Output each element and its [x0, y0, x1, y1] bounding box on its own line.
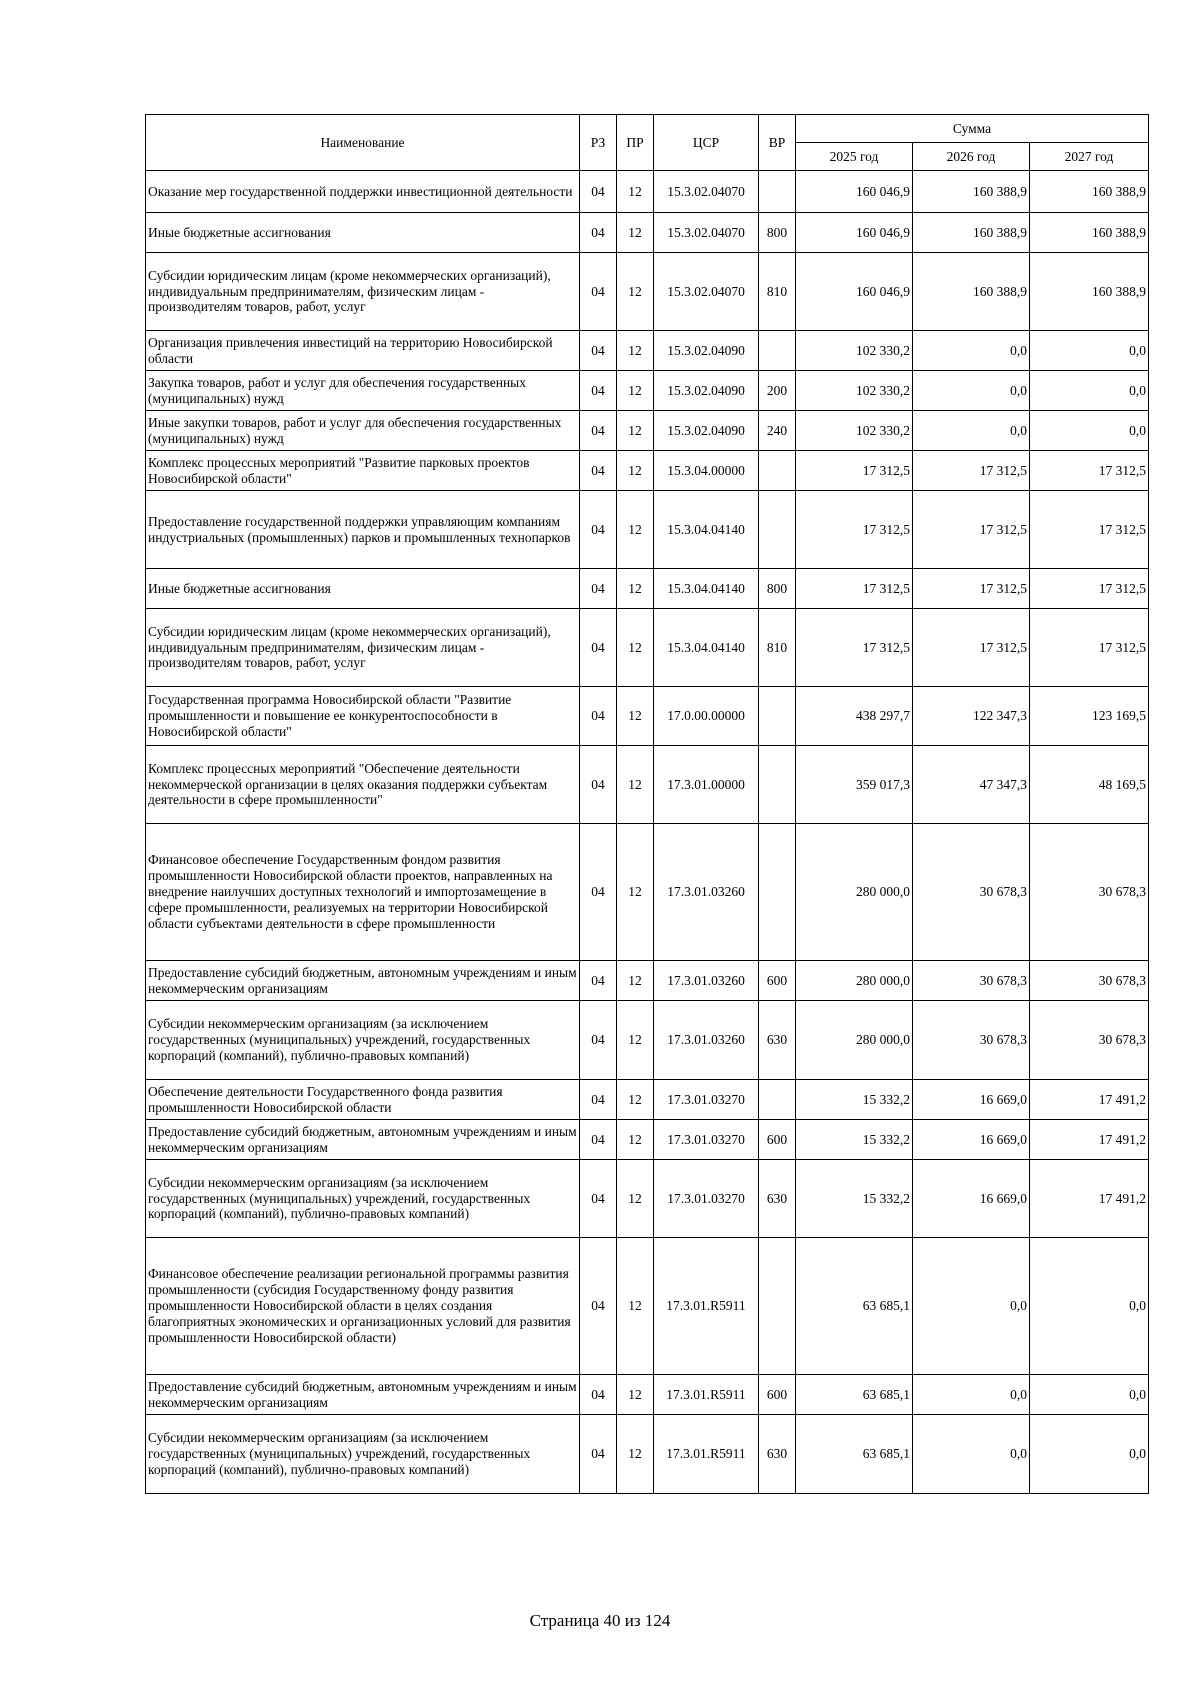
table-row — [146, 569, 1149, 609]
cell-y2027: 17 312,5 — [1030, 609, 1149, 687]
cell-rz: 04 — [580, 1120, 617, 1160]
table-row — [146, 491, 1149, 569]
header-2027: 2027 год — [1030, 143, 1149, 171]
cell-vr: 600 — [759, 1375, 796, 1415]
cell-rz: 04 — [580, 331, 617, 371]
cell-name: Комплекс процессных мероприятий "Обеспечение деятельности некоммерческой организации в целях оказания поддержки субъектам деятельности в сфере промышленности" — [146, 746, 580, 824]
cell-pr: 12 — [617, 1415, 654, 1494]
cell-pr: 12 — [617, 1375, 654, 1415]
cell-y2027: 17 312,5 — [1030, 451, 1149, 491]
cell-name: Субсидии юридическим лицам (кроме некоммерческих организаций), индивидуальным предпринимателям, физическим лицам - производителям товаров, работ, услуг — [146, 609, 580, 687]
cell-y2027: 0,0 — [1030, 371, 1149, 411]
cell-csr: 15.3.02.04090 — [654, 411, 759, 451]
cell-y2027: 17 312,5 — [1030, 491, 1149, 569]
cell-y2026: 122 347,3 — [913, 687, 1030, 746]
cell-name: Оказание мер государственной поддержки инвестиционной деятельности — [146, 171, 580, 213]
cell-y2027: 30 678,3 — [1030, 1001, 1149, 1080]
cell-y2025: 102 330,2 — [796, 371, 913, 411]
table-row — [146, 961, 1149, 1001]
cell-y2026: 17 312,5 — [913, 491, 1030, 569]
header-sum: Сумма — [796, 115, 1149, 143]
cell-y2027: 30 678,3 — [1030, 961, 1149, 1001]
budget-table — [145, 114, 1149, 1494]
cell-vr — [759, 491, 796, 569]
cell-csr: 17.3.01.03260 — [654, 961, 759, 1001]
cell-name: Комплекс процессных мероприятий "Развитие парковых проектов Новосибирской области" — [146, 451, 580, 491]
cell-pr: 12 — [617, 609, 654, 687]
cell-y2027: 48 169,5 — [1030, 746, 1149, 824]
cell-csr: 17.3.01.03270 — [654, 1160, 759, 1238]
cell-name: Субсидии некоммерческим организациям (за исключением государственных (муниципальных) учреждений, государственных корпораций (компаний), публично-правовых компаний) — [146, 1415, 580, 1494]
cell-rz: 04 — [580, 1160, 617, 1238]
cell-y2025: 160 046,9 — [796, 253, 913, 331]
table-row — [146, 451, 1149, 491]
table-row — [146, 1238, 1149, 1375]
cell-pr: 12 — [617, 569, 654, 609]
cell-pr: 12 — [617, 1080, 654, 1120]
cell-y2025: 15 332,2 — [796, 1080, 913, 1120]
cell-y2027: 160 388,9 — [1030, 171, 1149, 213]
cell-rz: 04 — [580, 609, 617, 687]
header-pr: ПР — [617, 115, 654, 171]
cell-y2026: 0,0 — [913, 411, 1030, 451]
cell-vr: 630 — [759, 1415, 796, 1494]
cell-y2026: 160 388,9 — [913, 213, 1030, 253]
cell-y2025: 17 312,5 — [796, 451, 913, 491]
cell-y2026: 0,0 — [913, 331, 1030, 371]
cell-y2026: 17 312,5 — [913, 569, 1030, 609]
cell-y2026: 16 669,0 — [913, 1080, 1030, 1120]
cell-pr: 12 — [617, 331, 654, 371]
cell-pr: 12 — [617, 491, 654, 569]
cell-vr — [759, 746, 796, 824]
header-2026: 2026 год — [913, 143, 1030, 171]
cell-vr: 630 — [759, 1001, 796, 1080]
cell-y2026: 160 388,9 — [913, 171, 1030, 213]
cell-vr: 240 — [759, 411, 796, 451]
cell-name: Иные бюджетные ассигнования — [146, 569, 580, 609]
cell-y2026: 0,0 — [913, 1238, 1030, 1375]
cell-pr: 12 — [617, 824, 654, 961]
cell-y2027: 17 491,2 — [1030, 1120, 1149, 1160]
cell-pr: 12 — [617, 411, 654, 451]
cell-csr: 15.3.02.04070 — [654, 171, 759, 213]
table-row — [146, 1415, 1149, 1494]
table-row — [146, 1080, 1149, 1120]
cell-csr: 15.3.02.04090 — [654, 371, 759, 411]
cell-y2026: 17 312,5 — [913, 451, 1030, 491]
cell-y2027: 123 169,5 — [1030, 687, 1149, 746]
cell-y2026: 16 669,0 — [913, 1120, 1030, 1160]
cell-csr: 15.3.04.04140 — [654, 491, 759, 569]
cell-y2027: 0,0 — [1030, 1375, 1149, 1415]
table-row — [146, 171, 1149, 213]
cell-name: Иные закупки товаров, работ и услуг для обеспечения государственных (муниципальных) нужд — [146, 411, 580, 451]
cell-vr: 600 — [759, 961, 796, 1001]
cell-rz: 04 — [580, 171, 617, 213]
cell-y2026: 47 347,3 — [913, 746, 1030, 824]
cell-y2025: 160 046,9 — [796, 171, 913, 213]
cell-rz: 04 — [580, 371, 617, 411]
cell-y2026: 30 678,3 — [913, 1001, 1030, 1080]
cell-csr: 17.3.01.03270 — [654, 1120, 759, 1160]
cell-y2026: 0,0 — [913, 1375, 1030, 1415]
cell-y2026: 30 678,3 — [913, 961, 1030, 1001]
cell-name: Обеспечение деятельности Государственного фонда развития промышленности Новосибирской области — [146, 1080, 580, 1120]
cell-y2026: 160 388,9 — [913, 253, 1030, 331]
table-row — [146, 746, 1149, 824]
cell-csr: 15.3.02.04070 — [654, 213, 759, 253]
cell-name: Финансовое обеспечение реализации региональной программы развития промышленности (субсидия Государственному фонду развития промышленности Новосибирской области в целях создания благоприятных экономических и организационных условий для развития промышленности Новосибирской области) — [146, 1238, 580, 1375]
header-rz: РЗ — [580, 115, 617, 171]
cell-vr — [759, 1080, 796, 1120]
cell-vr: 800 — [759, 569, 796, 609]
cell-vr: 810 — [759, 253, 796, 331]
page-number: Страница 40 из 124 — [529, 1611, 671, 1630]
cell-y2025: 17 312,5 — [796, 609, 913, 687]
cell-y2027: 0,0 — [1030, 1238, 1149, 1375]
cell-name: Субсидии некоммерческим организациям (за исключением государственных (муниципальных) учреждений, государственных корпораций (компаний), публично-правовых компаний) — [146, 1001, 580, 1080]
table-row — [146, 213, 1149, 253]
cell-y2025: 280 000,0 — [796, 824, 913, 961]
cell-y2027: 17 312,5 — [1030, 569, 1149, 609]
cell-rz: 04 — [580, 253, 617, 331]
cell-pr: 12 — [617, 171, 654, 213]
cell-y2026: 0,0 — [913, 1415, 1030, 1494]
cell-rz: 04 — [580, 569, 617, 609]
cell-vr — [759, 687, 796, 746]
cell-y2026: 16 669,0 — [913, 1160, 1030, 1238]
header-name: Наименование — [146, 115, 580, 171]
cell-name: Финансовое обеспечение Государственным фондом развития промышленности Новосибирской области проектов, направленных на внедрение наилучших доступных технологий и импортозамещение в сфере промышленности, реализуемых на территории Новосибирской области субъектами деятельности в сфере промышленности — [146, 824, 580, 961]
table-row — [146, 1120, 1149, 1160]
cell-y2025: 102 330,2 — [796, 331, 913, 371]
table-row — [146, 331, 1149, 371]
cell-pr: 12 — [617, 1238, 654, 1375]
cell-rz: 04 — [580, 411, 617, 451]
cell-csr: 17.3.01.R5911 — [654, 1375, 759, 1415]
cell-name: Государственная программа Новосибирской области "Развитие промышленности и повышение ее конкурентоспособности в Новосибирской области" — [146, 687, 580, 746]
cell-y2026: 30 678,3 — [913, 824, 1030, 961]
cell-name: Предоставление субсидий бюджетным, автономным учреждениям и иным некоммерческим организациям — [146, 961, 580, 1001]
cell-csr: 15.3.04.04140 — [654, 569, 759, 609]
cell-csr: 17.3.01.03260 — [654, 824, 759, 961]
cell-y2026: 0,0 — [913, 371, 1030, 411]
cell-rz: 04 — [580, 961, 617, 1001]
cell-vr — [759, 331, 796, 371]
header-vr: ВР — [759, 115, 796, 171]
cell-vr: 800 — [759, 213, 796, 253]
cell-y2027: 160 388,9 — [1030, 213, 1149, 253]
cell-y2025: 17 312,5 — [796, 569, 913, 609]
table-row — [146, 1001, 1149, 1080]
cell-vr: 630 — [759, 1160, 796, 1238]
cell-y2025: 63 685,1 — [796, 1375, 913, 1415]
cell-rz: 04 — [580, 1238, 617, 1375]
cell-rz: 04 — [580, 213, 617, 253]
cell-csr: 17.3.01.R5911 — [654, 1238, 759, 1375]
table-row — [146, 824, 1149, 961]
cell-y2027: 0,0 — [1030, 1415, 1149, 1494]
cell-y2025: 438 297,7 — [796, 687, 913, 746]
cell-vr: 810 — [759, 609, 796, 687]
cell-csr: 15.3.02.04070 — [654, 253, 759, 331]
cell-csr: 17.3.01.03270 — [654, 1080, 759, 1120]
cell-name: Предоставление субсидий бюджетным, автономным учреждениям и иным некоммерческим организациям — [146, 1120, 580, 1160]
cell-name: Субсидии некоммерческим организациям (за исключением государственных (муниципальных) учреждений, государственных корпораций (компаний), публично-правовых компаний) — [146, 1160, 580, 1238]
cell-csr: 17.3.01.R5911 — [654, 1415, 759, 1494]
cell-pr: 12 — [617, 961, 654, 1001]
cell-y2025: 102 330,2 — [796, 411, 913, 451]
cell-y2025: 15 332,2 — [796, 1160, 913, 1238]
header-2025: 2025 год — [796, 143, 913, 171]
cell-vr — [759, 1238, 796, 1375]
cell-name: Предоставление государственной поддержки управляющим компаниям индустриальных (промышленных) парков и промышленных технопарков — [146, 491, 580, 569]
cell-rz: 04 — [580, 1080, 617, 1120]
cell-csr: 17.3.01.00000 — [654, 746, 759, 824]
cell-y2027: 30 678,3 — [1030, 824, 1149, 961]
cell-rz: 04 — [580, 746, 617, 824]
cell-y2027: 160 388,9 — [1030, 253, 1149, 331]
cell-pr: 12 — [617, 1001, 654, 1080]
cell-name: Иные бюджетные ассигнования — [146, 213, 580, 253]
cell-name: Организация привлечения инвестиций на территорию Новосибирской области — [146, 331, 580, 371]
cell-rz: 04 — [580, 1001, 617, 1080]
cell-rz: 04 — [580, 687, 617, 746]
cell-name: Закупка товаров, работ и услуг для обеспечения государственных (муниципальных) нужд — [146, 371, 580, 411]
table-row — [146, 253, 1149, 331]
cell-vr: 600 — [759, 1120, 796, 1160]
table-row — [146, 687, 1149, 746]
cell-y2025: 160 046,9 — [796, 213, 913, 253]
table-row — [146, 411, 1149, 451]
cell-y2027: 17 491,2 — [1030, 1160, 1149, 1238]
cell-name: Субсидии юридическим лицам (кроме некоммерческих организаций), индивидуальным предпринимателям, физическим лицам - производителям товаров, работ, услуг — [146, 253, 580, 331]
cell-y2027: 17 491,2 — [1030, 1080, 1149, 1120]
table-row — [146, 1160, 1149, 1238]
cell-pr: 12 — [617, 746, 654, 824]
cell-rz: 04 — [580, 491, 617, 569]
cell-vr — [759, 451, 796, 491]
table-header — [146, 115, 1149, 171]
cell-csr: 17.3.01.03260 — [654, 1001, 759, 1080]
header-csr: ЦСР — [654, 115, 759, 171]
cell-y2025: 280 000,0 — [796, 1001, 913, 1080]
cell-rz: 04 — [580, 1415, 617, 1494]
table-row — [146, 371, 1149, 411]
cell-y2026: 17 312,5 — [913, 609, 1030, 687]
cell-rz: 04 — [580, 1375, 617, 1415]
cell-y2025: 63 685,1 — [796, 1238, 913, 1375]
cell-csr: 15.3.04.04140 — [654, 609, 759, 687]
cell-y2025: 280 000,0 — [796, 961, 913, 1001]
cell-pr: 12 — [617, 1120, 654, 1160]
cell-rz: 04 — [580, 824, 617, 961]
table-body — [146, 171, 1149, 1494]
cell-pr: 12 — [617, 687, 654, 746]
cell-pr: 12 — [617, 253, 654, 331]
table-row — [146, 609, 1149, 687]
cell-y2025: 17 312,5 — [796, 491, 913, 569]
cell-pr: 12 — [617, 371, 654, 411]
cell-csr: 15.3.04.00000 — [654, 451, 759, 491]
cell-y2027: 0,0 — [1030, 331, 1149, 371]
cell-vr — [759, 171, 796, 213]
cell-y2027: 0,0 — [1030, 411, 1149, 451]
cell-name: Предоставление субсидий бюджетным, автономным учреждениям и иным некоммерческим организациям — [146, 1375, 580, 1415]
cell-vr — [759, 824, 796, 961]
cell-rz: 04 — [580, 451, 617, 491]
cell-pr: 12 — [617, 451, 654, 491]
cell-csr: 17.0.00.00000 — [654, 687, 759, 746]
cell-csr: 15.3.02.04090 — [654, 331, 759, 371]
cell-y2025: 63 685,1 — [796, 1415, 913, 1494]
table-row — [146, 1375, 1149, 1415]
cell-vr: 200 — [759, 371, 796, 411]
cell-y2025: 359 017,3 — [796, 746, 913, 824]
cell-pr: 12 — [617, 1160, 654, 1238]
cell-y2025: 15 332,2 — [796, 1120, 913, 1160]
cell-pr: 12 — [617, 213, 654, 253]
